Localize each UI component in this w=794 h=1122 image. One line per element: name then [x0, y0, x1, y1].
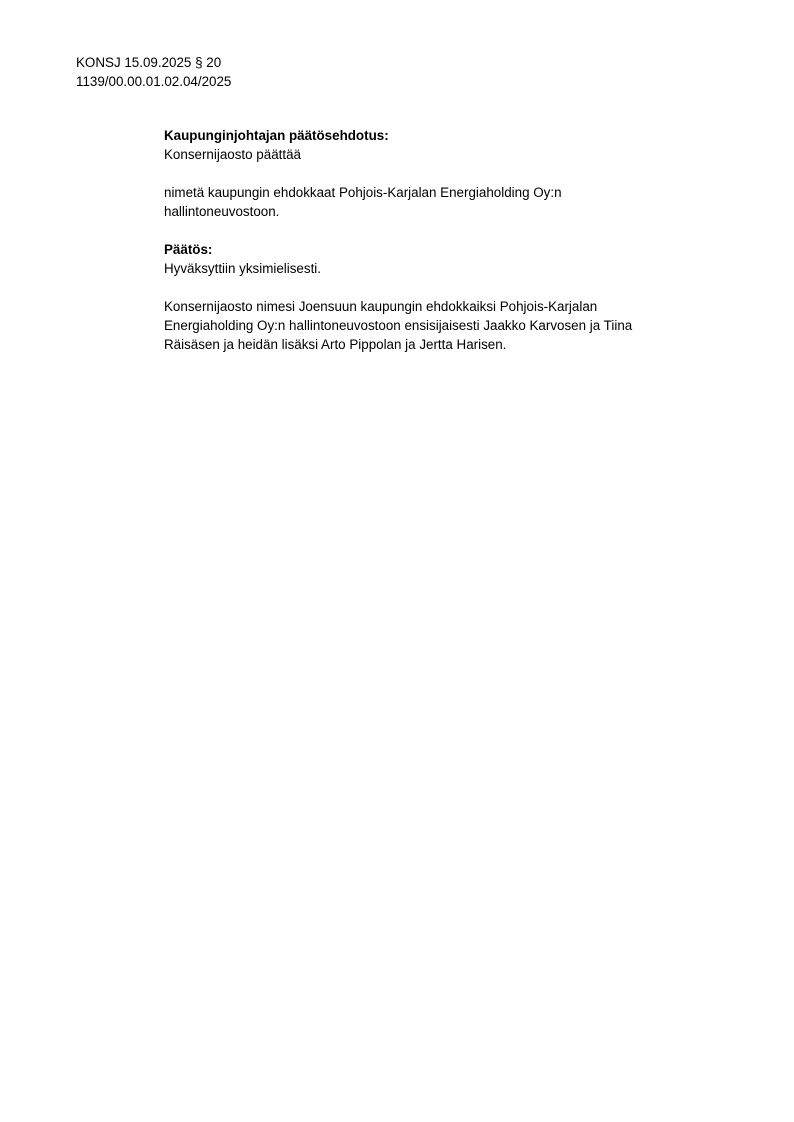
meeting-reference: KONSJ 15.09.2025 § 20: [76, 55, 222, 70]
proposal-body: [164, 183, 724, 221]
decision-body-line-2: Energiaholding Oy:n hallintoneuvostoon ensisijaisesti Jaakko Karvosen ja Tiina: [164, 318, 633, 333]
decision-section: [164, 240, 724, 278]
document-header: [76, 53, 231, 91]
decision-heading: Päätös:: [164, 242, 213, 257]
decision-body-line-3: Räisäsen ja heidän lisäksi Arto Pippolan ja Jertta Harisen.: [164, 337, 507, 352]
document-number: 1139/00.00.01.02.04/2025: [76, 74, 232, 89]
proposal-heading: Kaupunginjohtajan päätösehdotus:: [164, 128, 389, 143]
proposal-body-line-1: nimetä kaupungin ehdokkaat Pohjois-Karjalan Energiaholding Oy:n: [164, 185, 562, 200]
proposal-body-line-2: hallintoneuvostoon.: [164, 204, 280, 219]
document-body: [164, 126, 724, 373]
proposal-intro: Konsernijaosto päättää: [164, 147, 301, 162]
decision-result: Hyväksyttiin yksimielisesti.: [164, 261, 321, 276]
decision-body: [164, 297, 724, 354]
decision-body-line-1: Konsernijaosto nimesi Joensuun kaupungin ehdokkaiksi Pohjois-Karjalan: [164, 299, 598, 314]
proposal-section: [164, 126, 724, 164]
